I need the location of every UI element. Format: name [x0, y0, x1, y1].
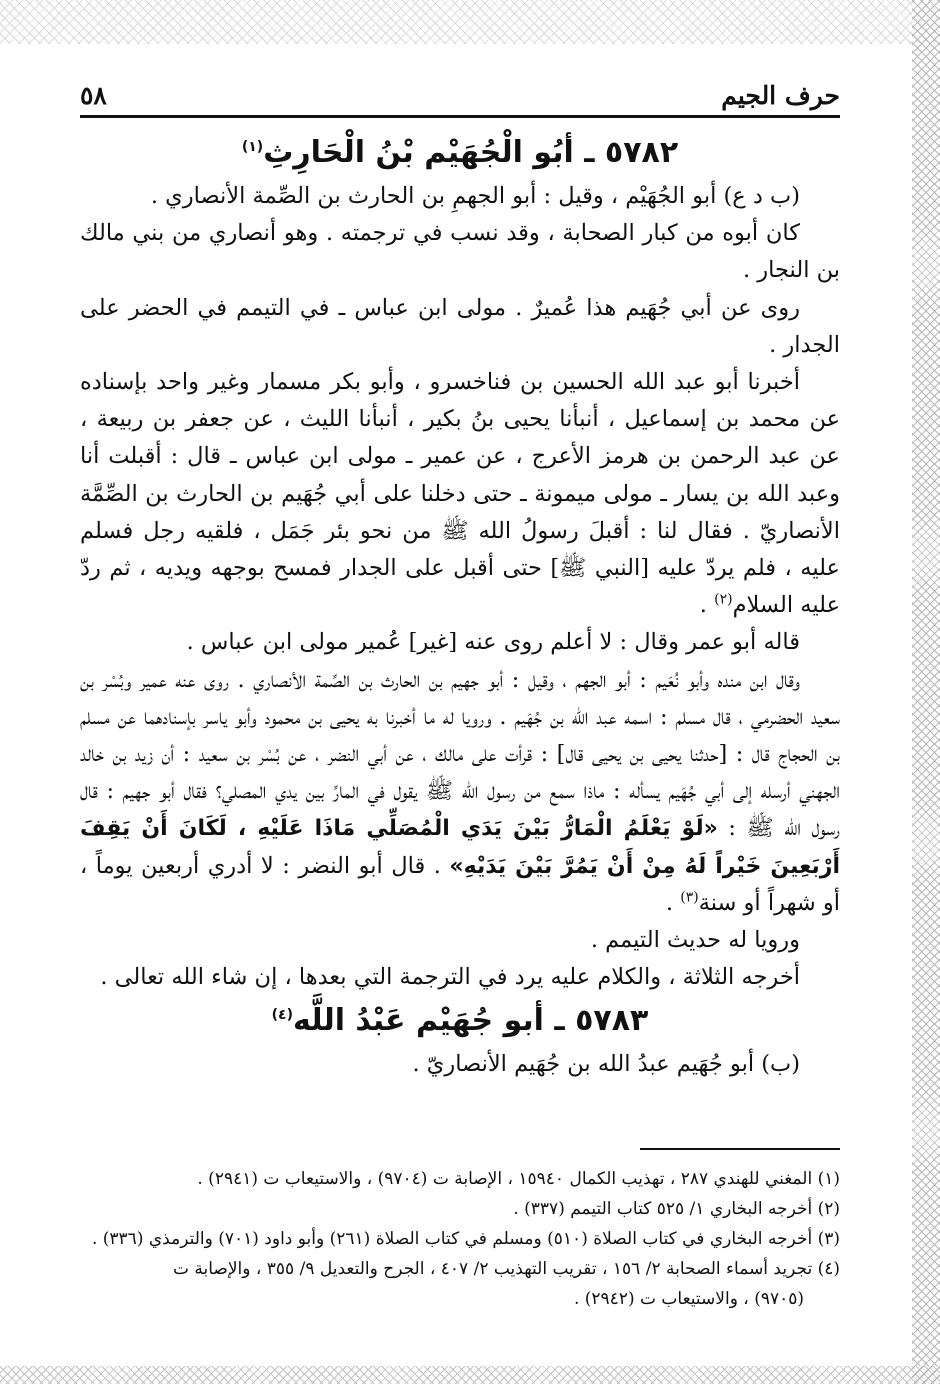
main-text — [80, 128, 840, 1084]
footnotes — [80, 1148, 840, 1314]
paragraph-1: (ب د ع) أبو الجُهَيْم ، وقيل : أبو الجهمِ بن الحارث بن الصِّمة الأنصاري . — [150, 183, 800, 209]
footnote-ref-4: (٤) — [271, 1007, 293, 1024]
footnote-1: (١) المغني للهندي ٢٨٧ ، تهذيب الكمال ١٥٩٤٠ ، الإصابة ت (٩٧٠٤) ، والاستيعاب ت (٢٩٤١) . — [197, 1169, 840, 1189]
book-page — [80, 78, 840, 1358]
page-header — [80, 78, 840, 110]
footnote-ref-1: (١) — [241, 139, 264, 155]
footnote-2: (٢) أخرجه البخاري ١/ ٥٢٥ كتاب التيمم (٣٣٧) . — [513, 1199, 840, 1219]
header-rule — [80, 115, 840, 118]
footnote-ref-3: (٣) — [680, 889, 699, 906]
footnote-separator — [640, 1148, 840, 1150]
entry-title-5782: ٥٧٨٢ ـ أبُو الْجُهَيْم بْنُ الْحَارِثِ$^{(١)}$ — [241, 135, 679, 170]
paragraph-2: كان أبوه من كبار الصحابة ، وقد نسب في ترجمته . وهو أنصاري من بني مالك بن النجار . — [80, 220, 840, 284]
decorative-border-top — [0, 0, 940, 44]
paragraph-4: أخبرنا أبو عبد الله الحسين بن فناخسرو ، وأبو بكر مسمار وغير واحد بإسناده عن محمد بن إسماعيل ، أنبأنا يحيى بنُ بكير ، أنبأنا الليث ، عن جعفر بن ربيعة ، عن عبد الرحمن بن هرمز الأعرج ، عن عمير ـ مولى ابن عباس ـ قال : أقبلت أنا وعبد الله بن يسار ـ مولى ميمونة ـ حتى دخلنا على أبي جُهَيم بن الحارث بن الصِّمَّة الأنصاريّ . فقال لنا : أقبلَ رسولُ الله ﷺ من نحو بئر جَمَل ، فلقيه رجل فسلم عليه ، فلم يردّ عليه [النبي ﷺ] حتى أقبل على الجدار فمسح بوجهه ويديه ، ثم ردّ عليه السلام$^{(٢)}$ . — [80, 369, 840, 619]
running-title: حرف الجيم — [721, 81, 840, 110]
paragraph-7: ورويا له حديث التيمم . — [590, 927, 800, 954]
paragraph-9: (ب) أبو جُهَيم عبدُ الله بن جُهَيم الأنصاريّ . — [412, 1051, 800, 1078]
footnote-4: (٤) تجريد أسماء الصحابة ٢/ ١٥٦ ، تقريب التهذيب ٢/ ٤٠٧ ، الجرح والتعديل ٩/ ٣٥٥ ، والإصابة ت — [172, 1259, 840, 1279]
decorative-border-right — [912, 0, 940, 1384]
paragraph-3: روى عن أبي جُهَيم هذا عُميرٌ . مولى ابن عباس ـ في التيمم في الحضر على الجدار . — [80, 294, 840, 358]
paragraph-8: أخرجه الثلاثة ، والكلام عليه يرد في الترجمة التي بعدها ، إن شاء الله تعالى . — [100, 964, 800, 991]
paragraph-5: قاله أبو عمر وقال : لا أعلم روى عنه [غير] عُمير مولى ابن عباس . — [186, 629, 800, 656]
page-number: ٥٨ — [80, 81, 107, 110]
paragraph-6: وقال ابن منده وأبو نُعَيم : أبو الجهم ، وقيل : أبو جهيم بن الحارث بن الصِّمة الأنصاري . روى عنه عمير وبُسْر بن سعيد الحضرمي ، قال مسلم : اسمه عبد الله بن جُهَيم . ورويا له ما أخبرنا به يحيى بن محمود وأبو ياسر بإسنادهما عن مسلم بن الحجاج قال : [حدثنا يحيى بن يحيى قال] : قرأت على مالك ، عن أبي النضر ، عن بُسْر بن سعيد : أن زيد بن خالد الجهني أرسله إلى أبي جُهَيم يسأله : ماذا سمع من رسول الله ﷺ يقول في المارِّ بين يدي المصلي؟ فقال أبو جهيم : قال رسول الله ﷺ : «لَوْ يَعْلَمُ الْمَارُّ بَيْنَ يَدَي الْمُصَلِّي مَاذَا عَلَيْهِ ، لَكَانَ أَنْ يَقِفَ أَرْبَعِينَ خَيْراً لَهُ مِنْ أَنْ يَمُرَّ بَيْنَ يَدَيْهِ» . قال أبو النضر : لا أدري أربعين يوماً ، أو شهراً أو سنة$^{(٣)}$ . — [80, 666, 841, 916]
footnote-3: (٣) أخرجه البخاري في كتاب الصلاة (٥١٠) ومسلم في كتاب الصلاة (٢٦١) وأبو داود (٧٠١) والترمذي (٣٣٦) . — [91, 1229, 840, 1249]
hadith-text: «لَوْ يَعْلَمُ الْمَارُّ بَيْنَ يَدَي الْمُصَلِّي مَاذَا عَلَيْهِ ، لَكَانَ أَنْ يَقِفَ أَرْبَعِينَ خَيْراً لَهُ مِنْ أَنْ يَمُرَّ بَيْنَ يَدَيْهِ» — [80, 816, 840, 879]
entry-title-5783: ٥٧٨٣ ـ أبو جُهَيْم عَبْدُ اللَّه$^{(٤)}$ — [271, 1003, 649, 1039]
decorative-border-bottom — [0, 1366, 940, 1384]
footnote-ref-2: (٢) — [714, 591, 733, 608]
footnote-4-continued: (٩٧٠٥) ، والاستيعاب ت (٢٩٤٢) . — [573, 1289, 804, 1309]
